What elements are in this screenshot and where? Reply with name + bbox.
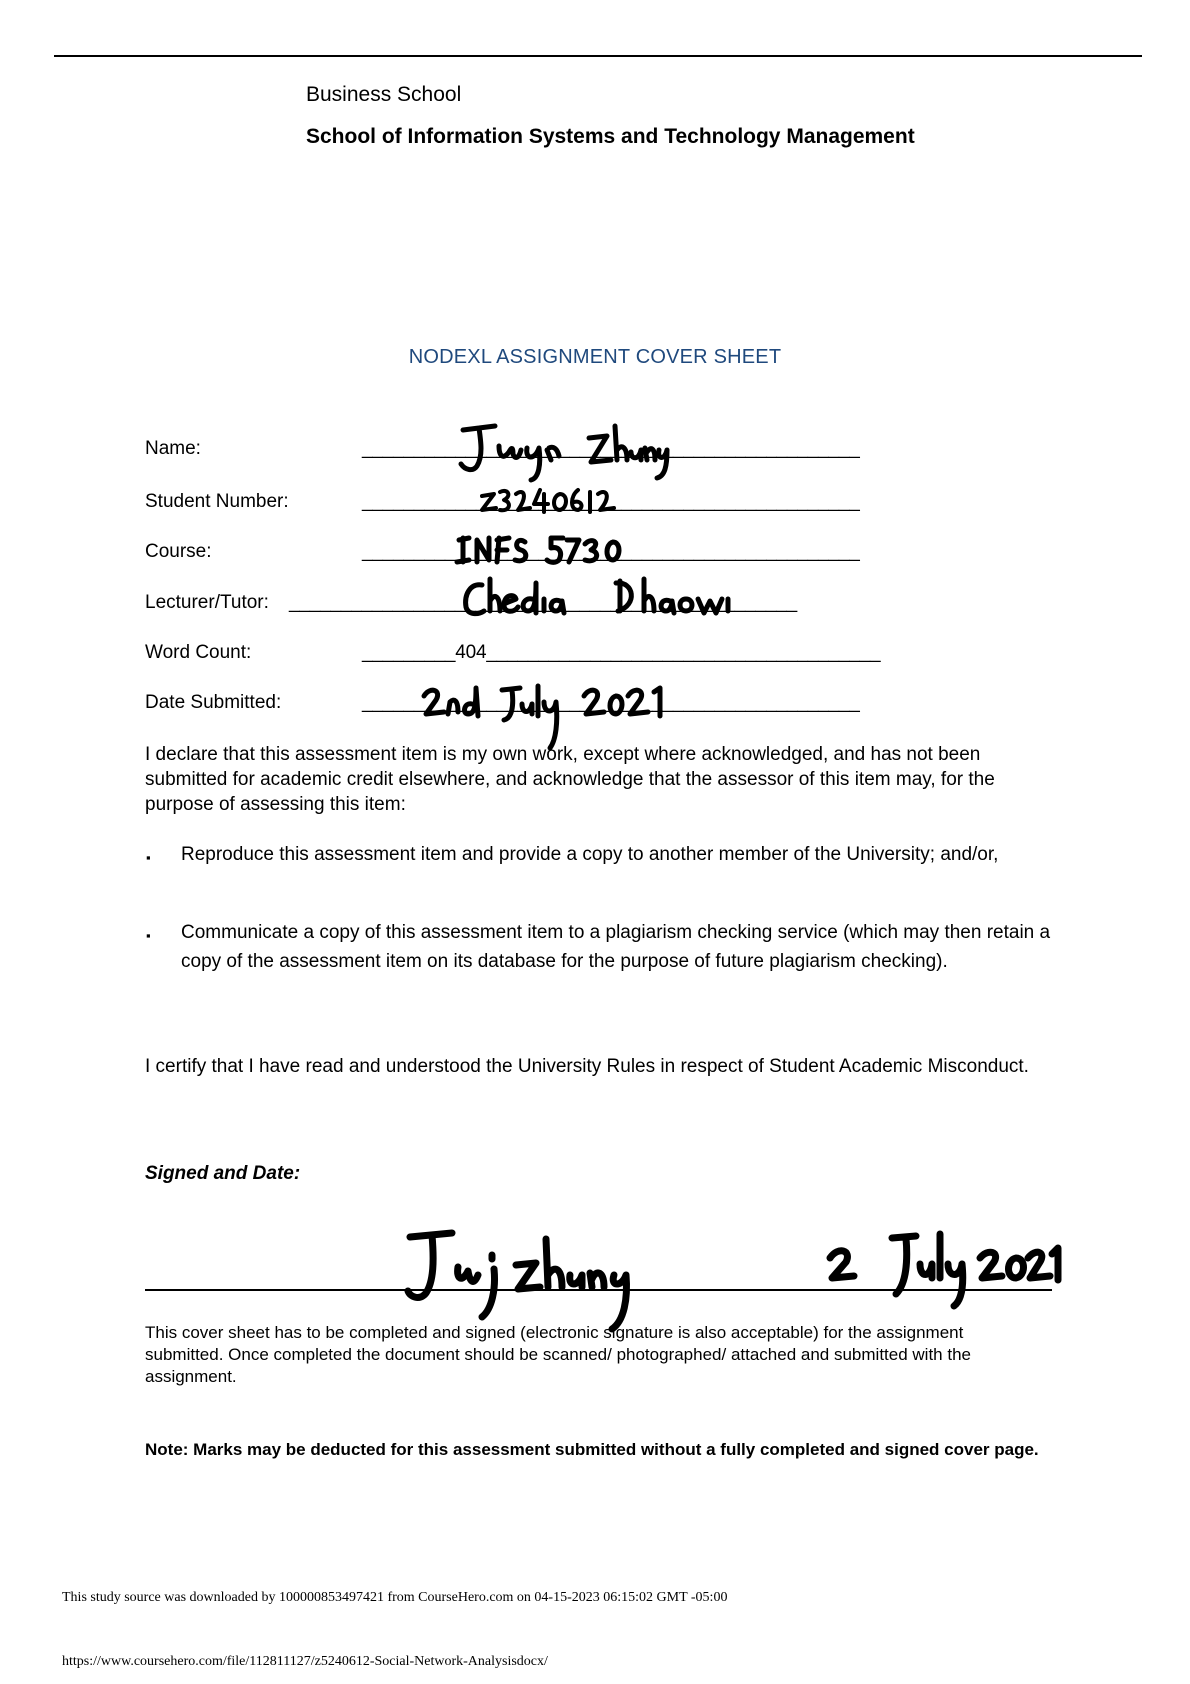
student-number-label: Student Number: (145, 491, 289, 512)
name-line: ________________________________________________ (362, 438, 860, 459)
note-text: Note: Marks may be deducted for this assessment submitted without a fully completed and signed cover page. (145, 1440, 1039, 1459)
lecturer-line: _________________________________________________ (289, 592, 797, 613)
department-name: School of Information Systems and Technology Management (306, 125, 915, 148)
date-submitted-line: ________________________________________________ (362, 692, 860, 713)
date-submitted-label: Date Submitted: (145, 692, 282, 713)
handwritten-lecturer (460, 575, 730, 625)
certify-text: I certify that I have read and understood the University Rules in respect of Student Academic Misconduct. (145, 1056, 1029, 1077)
word-count-label: Word Count: (145, 642, 252, 663)
handwritten-signature (400, 1225, 660, 1335)
bullet-marker-1: ▪ (146, 850, 151, 865)
course-label: Course: (145, 541, 212, 562)
lecturer-label: Lecturer/Tutor: (145, 592, 269, 613)
source-url[interactable]: https://www.coursehero.com/file/112811127/z5240612-Social-Network-Analysisdocx/ (62, 1654, 548, 1669)
declaration-text: I declare that this assessment item is my own work, except where acknowledged, and has not been submitted for academic credit elsewhere, and acknowledge that the assessor of this item may, for the purpose of assessing this item: (145, 744, 995, 815)
document-title: NODEXL ASSIGNMENT COVER SHEET (408, 346, 782, 368)
bullet-item-1: Reproduce this assessment item and provide a copy to another member of the University; and/or, (181, 844, 999, 865)
handwritten-signature-date (820, 1228, 1060, 1308)
student-number-line: ________________________________________________ (362, 491, 860, 512)
word-count-line: _________404______________________________________ (362, 642, 881, 663)
course-line: ________________________________________________ (362, 541, 860, 562)
bullet-item-2: Communicate a copy of this assessment item to a plagiarism checking service (which may then retain a copy of the assessment item on its database for the purpose of future plagiarism checking). (181, 922, 1051, 972)
handwritten-name (455, 420, 665, 480)
name-label: Name: (145, 438, 201, 459)
handwritten-student-number (478, 482, 628, 518)
top-rule (54, 55, 1142, 57)
instructions-text: This cover sheet has to be completed and signed (electronic signature is also acceptable) for the assignment submitted. Once completed the document should be scanned/ photographed/ attached and submitted with the assignment. (145, 1323, 971, 1386)
signed-and-date-label: Signed and Date: (145, 1163, 301, 1184)
school-name: Business School (306, 83, 462, 106)
download-notice: This study source was downloaded by 100000853497421 from CourseHero.com on 04-15-2023 06:15:02 GMT -05:00 (62, 1590, 728, 1605)
handwritten-course (455, 530, 655, 570)
bullet-marker-2: ▪ (146, 928, 151, 943)
